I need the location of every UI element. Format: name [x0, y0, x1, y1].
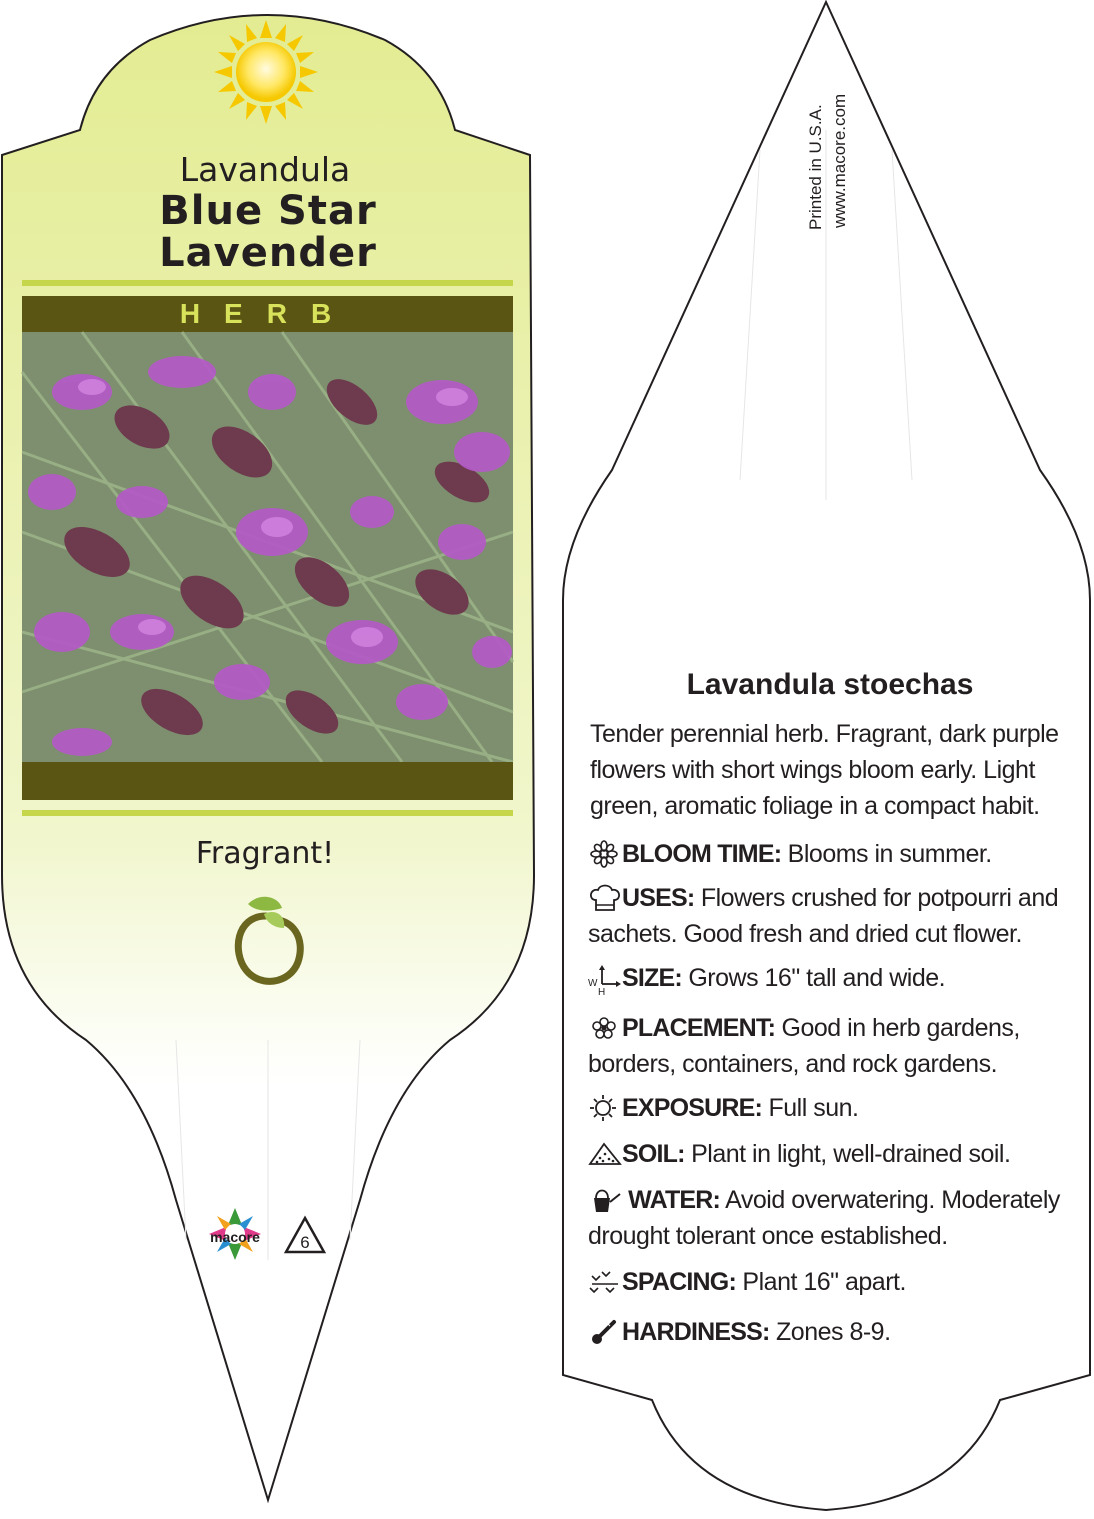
attr-key: EXPOSURE: — [622, 1094, 763, 1122]
thermometer-icon — [588, 1318, 622, 1346]
attr-key: SPACING: — [622, 1268, 736, 1296]
website — [830, 228, 850, 238]
attr-value: Grows 16" tall and wide. — [681, 964, 946, 992]
species-name: Lavandula stoechas — [686, 668, 974, 701]
common-name-line2: Lavender — [159, 230, 377, 276]
divider-top — [22, 280, 513, 286]
attr-spacing — [588, 1264, 1068, 1300]
size-w-label: W — [588, 978, 597, 989]
flower-icon — [588, 840, 622, 868]
attr-exposure — [588, 1090, 1068, 1126]
recycle-icon — [282, 1214, 328, 1258]
printed-in-text — [806, 210, 826, 230]
fragrance-icon — [226, 892, 306, 988]
attr-value: Good in herb gardens, borders, containers, and rock gardens. — [588, 1014, 1020, 1078]
attr-placement — [588, 1010, 1068, 1082]
website-text — [830, 208, 850, 228]
divider-bottom — [22, 810, 513, 816]
printed-in — [806, 230, 826, 240]
attr-value: Plant 16" apart. — [735, 1268, 906, 1296]
attr-key: HARDINESS: — [622, 1318, 770, 1346]
attr-size — [588, 960, 1068, 996]
attr-value: Full sun. — [762, 1094, 859, 1122]
watering-can-icon — [588, 1186, 622, 1214]
attr-key: WATER: — [622, 1186, 721, 1214]
tagline: Fragrant! — [195, 836, 335, 871]
attr-bloom-time — [588, 836, 1068, 872]
common-name-line1: Blue Star — [159, 188, 377, 234]
attr-hardiness — [588, 1314, 1068, 1350]
spacing-icon — [588, 1268, 622, 1296]
plant-photo — [22, 332, 513, 762]
macore-logo — [205, 1204, 265, 1268]
attr-key: SIZE: — [622, 964, 682, 992]
description: Tender perennial herb. Fragrant, dark purple flowers with short wings bloom early. Light green, aromatic foliage in a compact habit. — [590, 720, 1059, 820]
attr-key: BLOOM TIME: — [622, 840, 782, 868]
attr-water — [588, 1182, 1068, 1254]
attr-key: PLACEMENT: — [622, 1014, 776, 1042]
genus-title: Lavandula — [179, 150, 351, 189]
macore-logo-text: macore — [210, 1229, 260, 1245]
attr-value: Avoid overwatering. Moderately drought tolerant once established. — [588, 1186, 1060, 1250]
sun-outline-icon — [588, 1094, 622, 1122]
recycle-code: 6 — [300, 1233, 310, 1252]
attr-key: USES: — [622, 884, 695, 912]
chef-hat-icon — [588, 884, 622, 912]
placement-icon — [588, 1014, 622, 1042]
attr-uses — [588, 880, 1068, 952]
attr-soil — [588, 1136, 1068, 1172]
attr-value: Plant in light, well-drained soil. — [684, 1140, 1011, 1168]
common-name-title — [100, 190, 436, 274]
size-h-label: H — [598, 987, 605, 998]
attr-value: Zones 8-9. — [769, 1318, 891, 1346]
size-icon — [588, 964, 622, 998]
attr-value: Blooms in summer. — [781, 840, 992, 868]
photo-bottom-bar — [22, 762, 513, 800]
attr-value: Flowers crushed for potpourri and sachets. Good fresh and dried cut flower. — [588, 884, 1059, 948]
sun-icon — [214, 20, 318, 124]
soil-icon — [588, 1140, 622, 1168]
category-label: HERB — [179, 298, 356, 329]
attr-key: SOIL: — [622, 1140, 685, 1168]
